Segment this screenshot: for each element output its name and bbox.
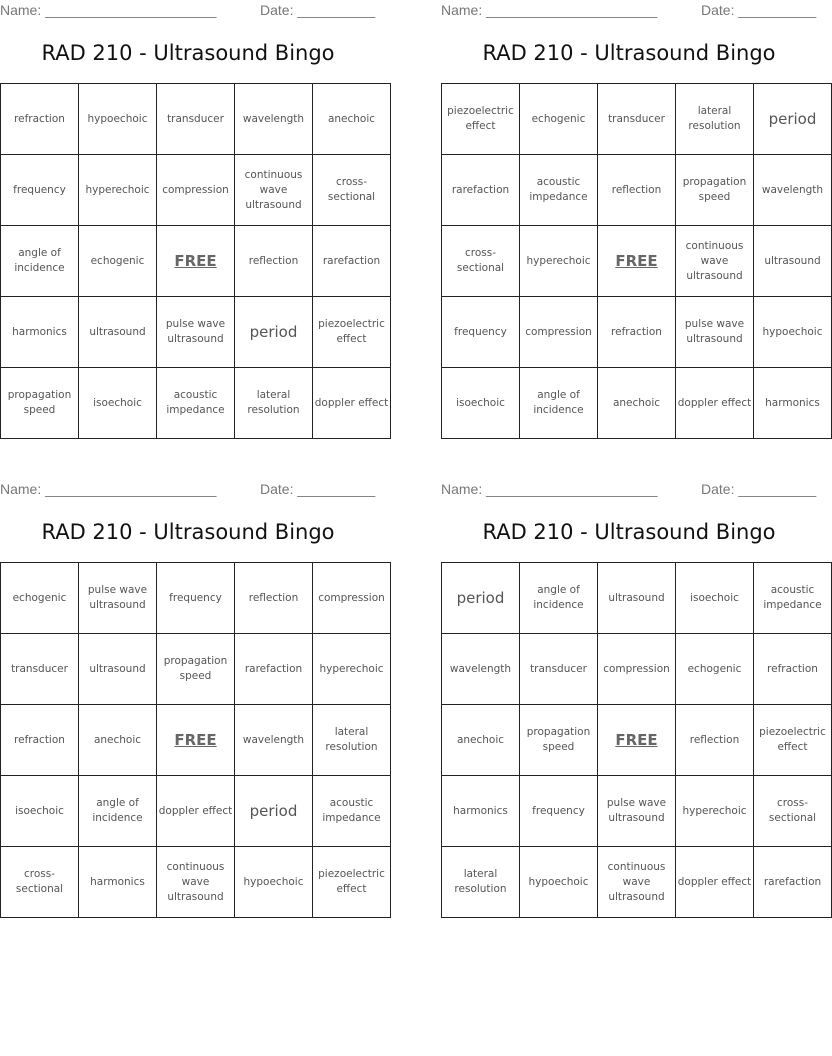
bingo-cell: hypoechoic [520,847,598,918]
bingo-cell: transducer [1,634,79,705]
bingo-cell: wavelength [235,705,313,776]
bingo-cell: period [442,563,520,634]
bingo-cell: ultrasound [598,563,676,634]
bingo-cell: transducer [520,634,598,705]
bingo-cell: continuous wave ultrasound [598,847,676,918]
free-space: FREE [157,226,235,297]
bingo-cell: isoechoic [676,563,754,634]
bingo-row [442,634,832,705]
bingo-grid [0,562,391,918]
bingo-cell: doppler effect [676,847,754,918]
bingo-cell: continuous wave ultrasound [235,155,313,226]
name-field-label: Name: ______________________ [441,481,658,497]
bingo-cell: compression [157,155,235,226]
bingo-cell: refraction [1,705,79,776]
bingo-row [1,776,391,847]
bingo-row [442,297,832,368]
bingo-cell: propagation speed [1,368,79,439]
bingo-cell: harmonics [1,297,79,368]
bingo-row [442,155,832,226]
bingo-cell: rarefaction [754,847,832,918]
bingo-cell: continuous wave ultrasound [676,226,754,297]
bingo-cell: lateral resolution [235,368,313,439]
bingo-cell: doppler effect [157,776,235,847]
bingo-cell: refraction [754,634,832,705]
bingo-grid [441,562,832,918]
bingo-cell: hypoechoic [79,84,157,155]
bingo-cell: doppler effect [676,368,754,439]
bingo-cell: piezoelectric effect [754,705,832,776]
bingo-cell: ultrasound [79,634,157,705]
bingo-cell: anechoic [442,705,520,776]
bingo-cell: compression [598,634,676,705]
bingo-cell: wavelength [754,155,832,226]
bingo-cell: angle of incidence [520,368,598,439]
bingo-cell: reflection [235,563,313,634]
bingo-cell: pulse wave ultrasound [598,776,676,847]
bingo-cell: compression [313,563,391,634]
bingo-cell: isoechoic [79,368,157,439]
name-field-label: Name: ______________________ [441,2,658,18]
bingo-cell: frequency [520,776,598,847]
bingo-cell: piezoelectric effect [313,847,391,918]
name-date-line [0,2,376,20]
bingo-row [1,226,391,297]
bingo-cell: hyperechoic [676,776,754,847]
bingo-cell: hyperechoic [313,634,391,705]
bingo-cell: acoustic impedance [520,155,598,226]
bingo-cell: transducer [157,84,235,155]
name-field-label: Name: ______________________ [0,2,217,18]
bingo-row [1,155,391,226]
free-space: FREE [157,705,235,776]
bingo-cell: harmonics [754,368,832,439]
bingo-cell: hyperechoic [520,226,598,297]
bingo-cell: doppler effect [313,368,391,439]
bingo-cell: acoustic impedance [157,368,235,439]
bingo-cell: echogenic [676,634,754,705]
bingo-cell: lateral resolution [442,847,520,918]
bingo-cell: period [235,776,313,847]
date-field-label: Date: __________ [701,481,817,497]
bingo-row [442,776,832,847]
bingo-cell: hyperechoic [79,155,157,226]
bingo-cell: frequency [157,563,235,634]
bingo-cell: compression [520,297,598,368]
bingo-row [1,847,391,918]
date-field-label: Date: __________ [260,481,376,497]
bingo-cell: rarefaction [442,155,520,226]
bingo-cell: period [235,297,313,368]
bingo-cell: wavelength [442,634,520,705]
bingo-cell: angle of incidence [1,226,79,297]
bingo-cell: hypoechoic [235,847,313,918]
bingo-cell: frequency [1,155,79,226]
bingo-row [442,563,832,634]
bingo-row [1,563,391,634]
bingo-cell: piezoelectric effect [442,84,520,155]
bingo-cell: cross-sectional [1,847,79,918]
bingo-cell: angle of incidence [520,563,598,634]
bingo-cell: reflection [235,226,313,297]
card-title: RAD 210 - Ultrasound Bingo [482,520,776,544]
name-date-line [441,481,817,499]
bingo-cell: lateral resolution [313,705,391,776]
bingo-cell: propagation speed [676,155,754,226]
name-field-label: Name: ______________________ [0,481,217,497]
bingo-cell: reflection [676,705,754,776]
bingo-cell: cross-sectional [754,776,832,847]
bingo-cell: hypoechoic [754,297,832,368]
bingo-cell: acoustic impedance [754,563,832,634]
bingo-cell: anechoic [598,368,676,439]
bingo-cell: acoustic impedance [313,776,391,847]
bingo-cell: propagation speed [520,705,598,776]
bingo-row [442,368,832,439]
bingo-row [442,226,832,297]
bingo-row [442,705,832,776]
card-title: RAD 210 - Ultrasound Bingo [482,41,776,65]
bingo-cell: wavelength [235,84,313,155]
bingo-cell: continuous wave ultrasound [157,847,235,918]
bingo-cell: angle of incidence [79,776,157,847]
bingo-cell: echogenic [520,84,598,155]
bingo-row [1,84,391,155]
bingo-cell: propagation speed [157,634,235,705]
date-field-label: Date: __________ [701,2,817,18]
bingo-cell: frequency [442,297,520,368]
bingo-cell: isoechoic [1,776,79,847]
bingo-cell: rarefaction [313,226,391,297]
free-space: FREE [598,226,676,297]
bingo-cell: pulse wave ultrasound [157,297,235,368]
bingo-cell: pulse wave ultrasound [79,563,157,634]
bingo-cell: ultrasound [754,226,832,297]
date-field-label: Date: __________ [260,2,376,18]
bingo-cell: cross-sectional [313,155,391,226]
free-space: FREE [598,705,676,776]
bingo-grid [0,83,391,439]
bingo-cell: anechoic [79,705,157,776]
bingo-row [1,368,391,439]
bingo-cell: ultrasound [79,297,157,368]
card-title: RAD 210 - Ultrasound Bingo [41,41,335,65]
bingo-cell: echogenic [79,226,157,297]
bingo-cell: transducer [598,84,676,155]
bingo-row [1,705,391,776]
name-date-line [441,2,817,20]
bingo-cell: refraction [1,84,79,155]
bingo-cell: harmonics [79,847,157,918]
bingo-row [442,847,832,918]
bingo-cell: isoechoic [442,368,520,439]
bingo-cell: echogenic [1,563,79,634]
bingo-cell: harmonics [442,776,520,847]
bingo-row [1,297,391,368]
bingo-row [442,84,832,155]
bingo-cell: piezoelectric effect [313,297,391,368]
bingo-cell: pulse wave ultrasound [676,297,754,368]
bingo-cell: refraction [598,297,676,368]
bingo-cell: cross-sectional [442,226,520,297]
bingo-row [1,634,391,705]
bingo-cell: rarefaction [235,634,313,705]
card-title: RAD 210 - Ultrasound Bingo [41,520,335,544]
bingo-cell: period [754,84,832,155]
name-date-line [0,481,376,499]
bingo-cell: reflection [598,155,676,226]
bingo-cell: anechoic [313,84,391,155]
bingo-cell: lateral resolution [676,84,754,155]
bingo-grid [441,83,832,439]
